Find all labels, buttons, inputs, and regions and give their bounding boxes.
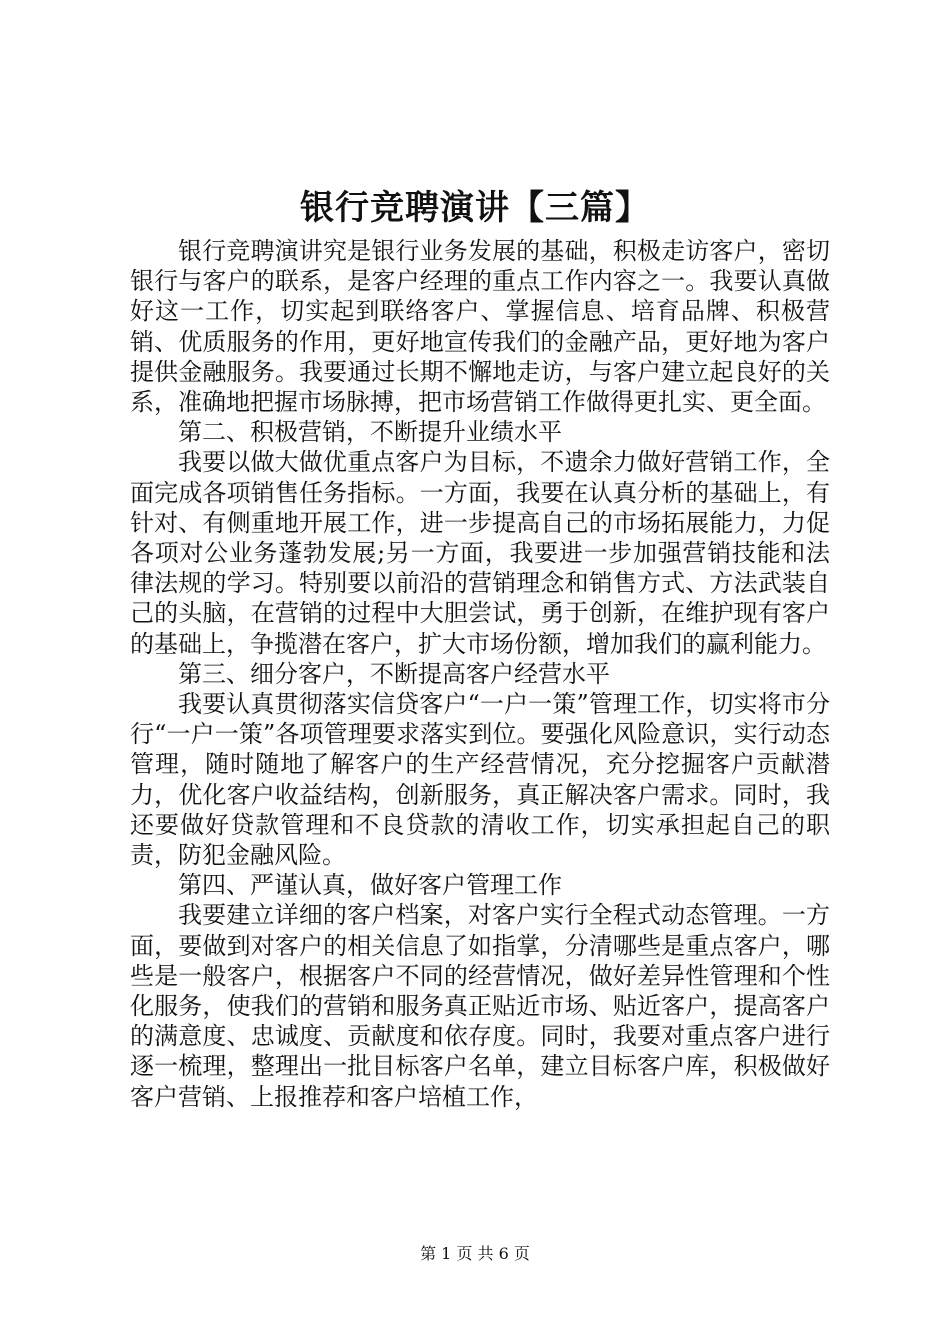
paragraph-intro: 银行竞聘演讲究是银行业务发展的基础，积极走访客户，密切银行与客户的联系，是客户经理的重点工作内容之一。我要认真做好这一工作，切实起到联络客户、掌握信息、培育品牌、积极营销、优质服务的作用，更好地宣传我们的金融产品，更好地为客户提供金融服务。我要通过长期不懈地走访，与客户建立起良好的关系，准确地把握市场脉搏，把市场营销工作做得更扎实、更全面。 (130, 237, 830, 417)
paragraph-section-2: 我要以做大做优重点客户为目标，不遗余力做好营销工作，全面完成各项销售任务指标。一方面，我要在认真分析的基础上，有针对、有侧重地开展工作，进一步提高自己的市场拓展能力，力促各项对公业务蓬勃发展;另一方面，我要进一步加强营销技能和法律法规的学习。特别要以前沿的营销理念和销售方式、方法武装自己的头脑，在营销的过程中大胆尝试，勇于创新，在维护现有客户的基础上，争揽潜在客户，扩大市场份额，增加我们的赢利能力。 (130, 448, 830, 658)
document-title: 银行竞聘演讲【三篇】 (300, 188, 650, 228)
page-number-footer: 第 1 页 共 6 页 (420, 1244, 530, 1263)
section-heading-3: 第三、细分客户，不断提高客户经营水平 (178, 659, 610, 688)
paragraph-section-3: 我要认真贯彻落实信贷客户“一户一策”管理工作，切实将市分行“一户一策”各项管理要求落实到位。要强化风险意识，实行动态管理，随时随地了解客户的生产经营情况，充分挖掘客户贡献潜力，优化客户收益结构，创新服务，真正解决客户需求。同时，我还要做好贷款管理和不良贷款的清收工作，切实承担起自己的职责，防犯金融风险。 (130, 690, 830, 870)
section-heading-2: 第二、积极营销，不断提升业绩水平 (178, 418, 562, 447)
section-heading-4: 第四、严谨认真，做好客户管理工作 (178, 871, 562, 900)
paragraph-section-4: 我要建立详细的客户档案，对客户实行全程式动态管理。一方面，要做到对客户的相关信息了如指掌，分清哪些是重点客户，哪些是一般客户，根据客户不同的经营情况，做好差异性管理和个性化服务，使我们的营销和服务真正贴近市场、贴近客户，提高客户的满意度、忠诚度、贡献度和依存度。同时，我要对重点客户进行逐一梳理，整理出一批目标客户名单，建立目标客户库，积极做好客户营销、上报推荐和客户培植工作， (130, 901, 830, 1111)
document-body (130, 236, 830, 1112)
